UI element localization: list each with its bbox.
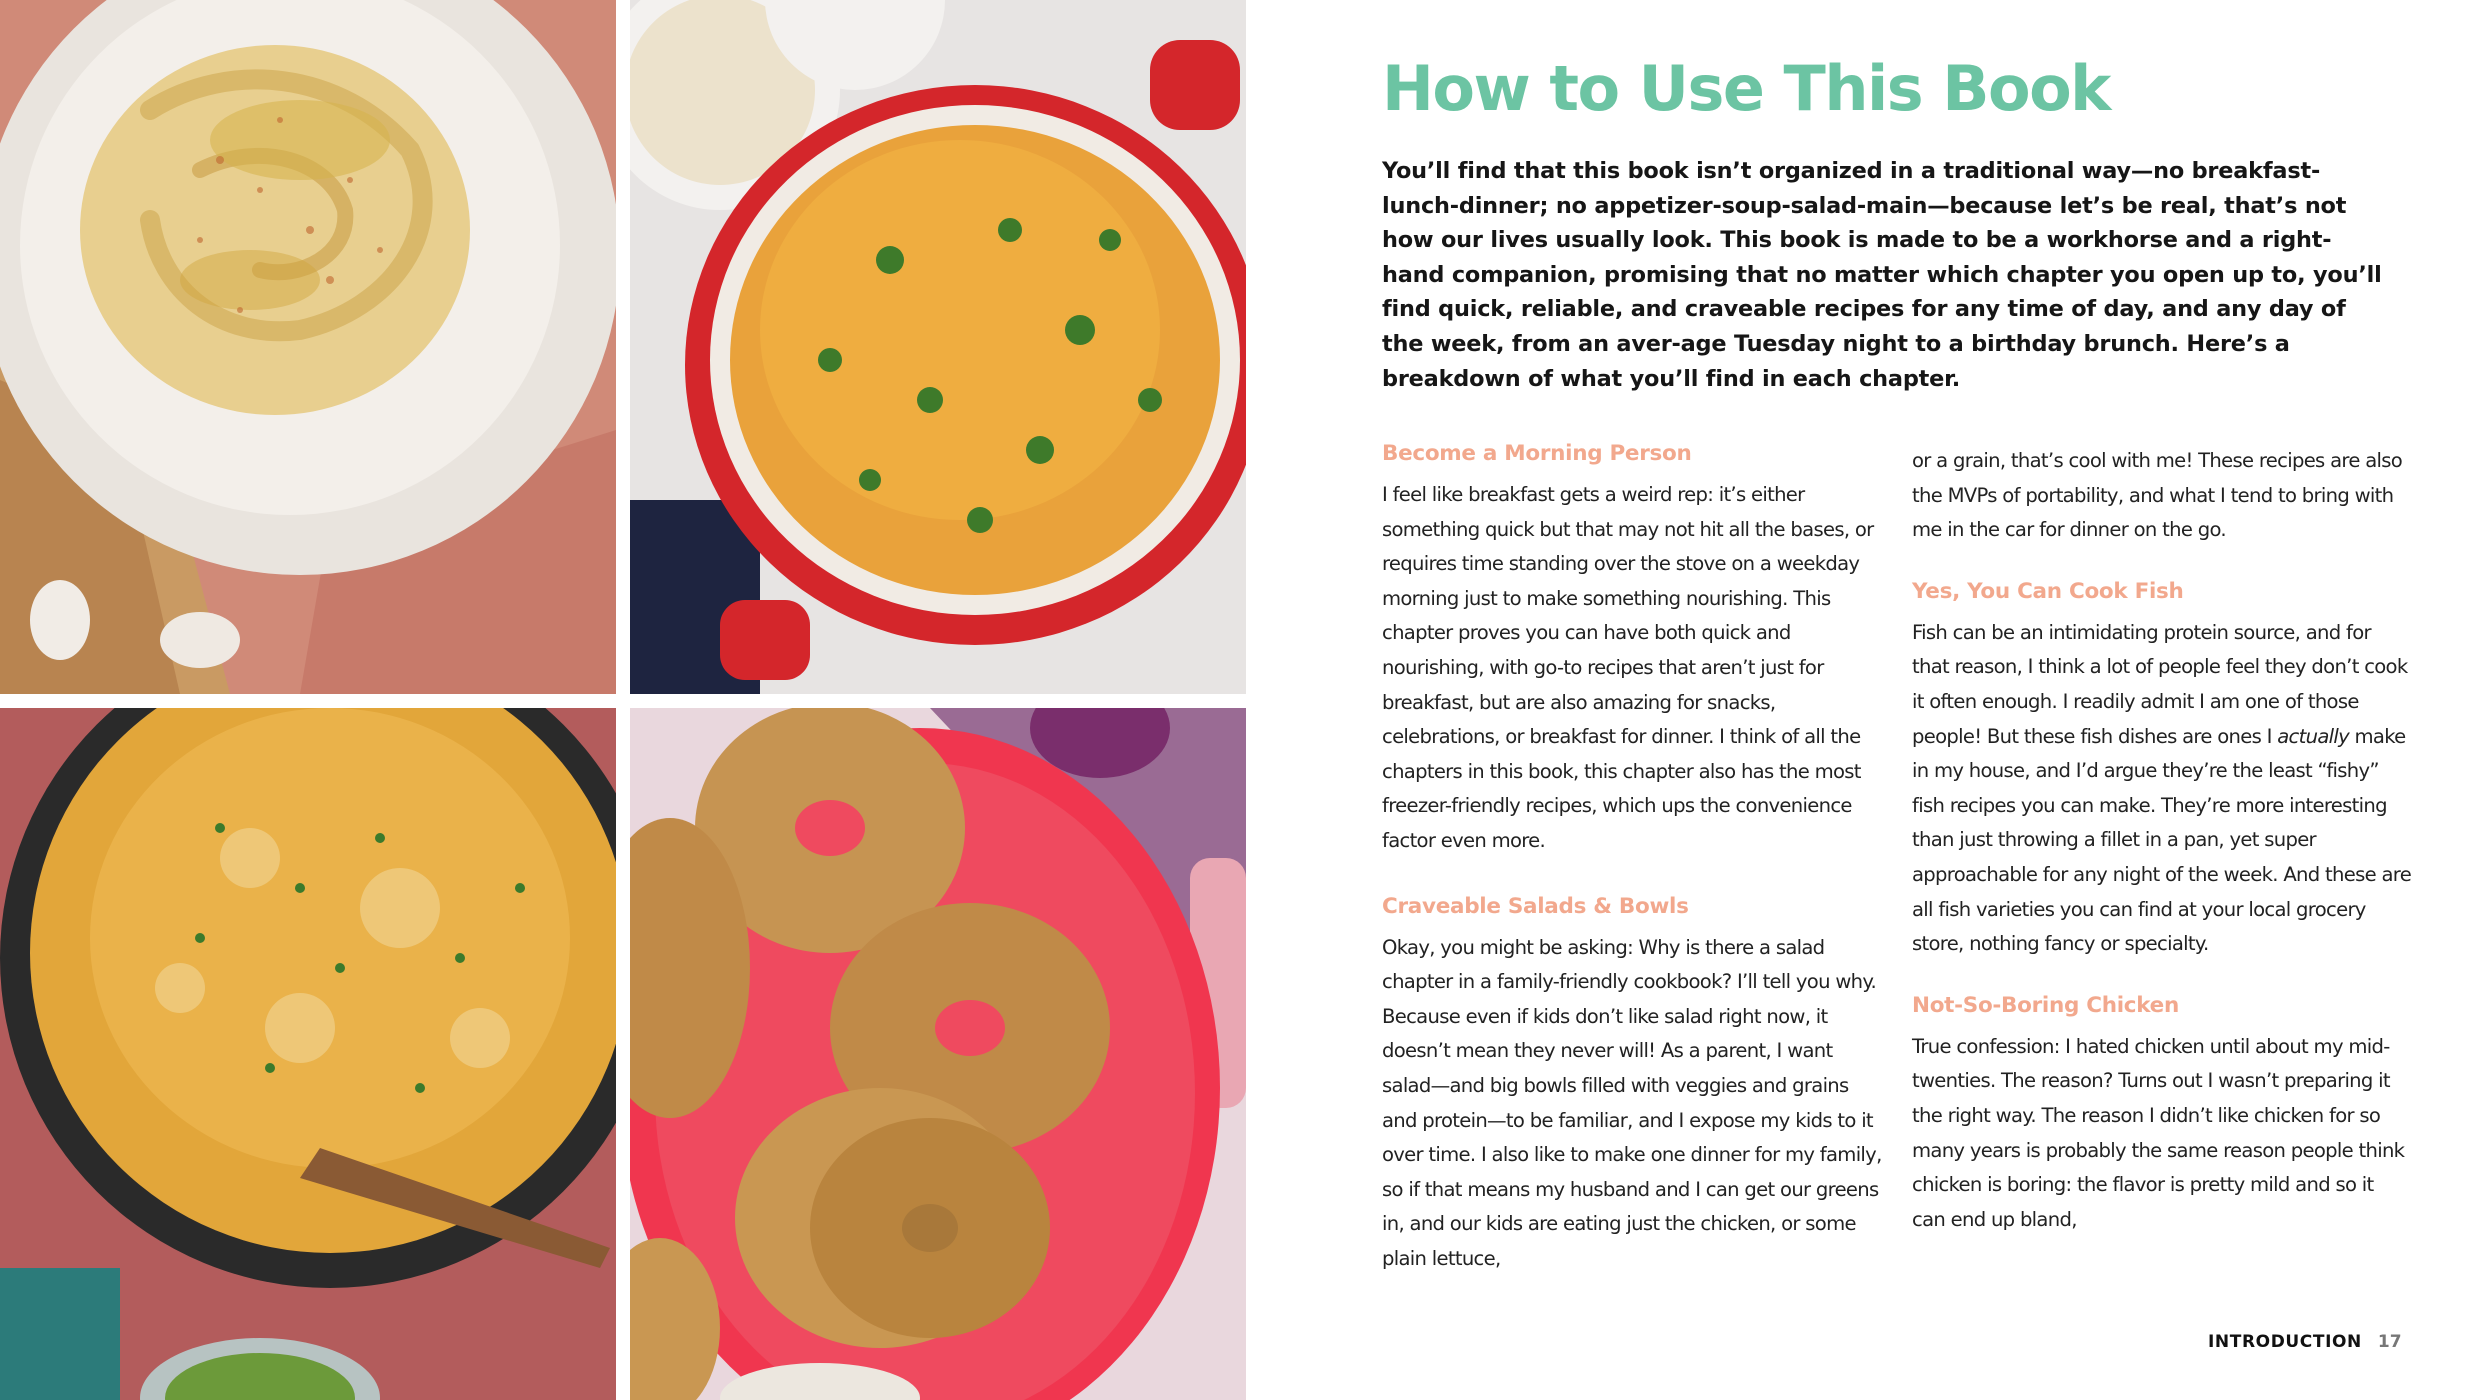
photo-skillet — [0, 708, 616, 1400]
photo-casserole — [630, 0, 1246, 694]
page-number: 17 — [2377, 1332, 2402, 1352]
text-area — [1382, 52, 2432, 419]
photo-hummus — [0, 0, 616, 694]
section-body-continued: or a grain, that’s cool with me! These recipes are also the MVPs of portability, and what I tend to bring with me in the car for dinner on the go. — [1912, 449, 2403, 542]
section-body-part: Fish can be an intimidating protein source, and for that reason, I think a lot of people feel they don’t cook it often enough. I readily admit I am one of those people! But these fish dishes are ones I — [1912, 620, 2408, 748]
bagels-illustration — [630, 708, 1246, 1400]
section-heading: Become a Morning Person — [1382, 441, 1692, 466]
section-body: Okay, you might be asking: Why is there a salad chapter in a family-friendly cookbook? I’ll tell you why. Because even if kids don’t like salad right now, it doesn’t mean they never will! As a parent, I want salad—and big bowls filled with veggies and grains and protein—to be familiar, and I expose my kids to it over time. I also like to make one dinner for my family, so if that means my husband and I can get our greens in, and our kids are eating just the chicken, or some plain lettuce, — [1382, 935, 1882, 1270]
section-heading: Yes, You Can Cook Fish — [1912, 578, 2184, 604]
casserole-illustration — [630, 0, 1246, 694]
section-heading: Not-So-Boring Chicken — [1912, 992, 2179, 1018]
section-body — [1912, 616, 2412, 962]
footer-label: INTRODUCTION — [2208, 1332, 2362, 1352]
section-heading: Craveable Salads & Bowls — [1382, 893, 1689, 919]
hummus-illustration — [0, 0, 616, 694]
skillet-illustration — [0, 708, 616, 1400]
section-body-part: make in my house, and I’d argue they’re the least “fishy” fish recipes you can make. They’re more interesting than just throwing a fillet in a pan, yet super approachable for any night of the week. And these are all fish varieties you can find at your local grocery store, nothing fancy or specialty. — [1912, 724, 2412, 956]
page-footer — [2208, 1332, 2402, 1352]
page-title: How to Use This Book — [1382, 52, 2110, 125]
section-body: I feel like breakfast gets a weird rep: it’s either something quick but that may not hit all the bases, or requires time standing over the stove on a weekday morning just to make something nourishing. This chapter proves you can have both quick and nourishing, with go-to recipes that aren’t just for breakfast, but are also amazing for snacks, celebrations, or breakfast for dinner. I think of all the chapters in this book, this chapter also has the most freezer-friendly recipes, which ups the convenience factor even more. — [1382, 483, 1874, 852]
photo-bagels — [630, 708, 1246, 1400]
section-body-emphasis: actually — [2277, 724, 2350, 748]
left-column — [1382, 440, 1882, 1276]
intro-paragraph: You’ll find that this book isn’t organized in a traditional way—no breakfast-lunch-dinner; no appetizer-soup-salad-main—because let’s be real, that’s not how our lives usually look. This book is made to be a workhorse and a right-hand companion, promising that no matter which chapter you open up to, you’ll find quick, reliable, and craveable recipes for any time of day, and any day of the week, from an aver-age Tuesday night to a birthday brunch. Here’s a breakdown of what you’ll find in each chapter. — [1382, 158, 2382, 392]
section-body: True confession: I hated chicken until about my mid-twenties. The reason? Turns out I wasn’t preparing it the right way. The reason I didn’t like chicken for so many years is probably the same reason people think chicken is boring: the flavor is pretty mild and so it can end up bland, — [1912, 1034, 2405, 1231]
right-column — [1912, 444, 2412, 1237]
